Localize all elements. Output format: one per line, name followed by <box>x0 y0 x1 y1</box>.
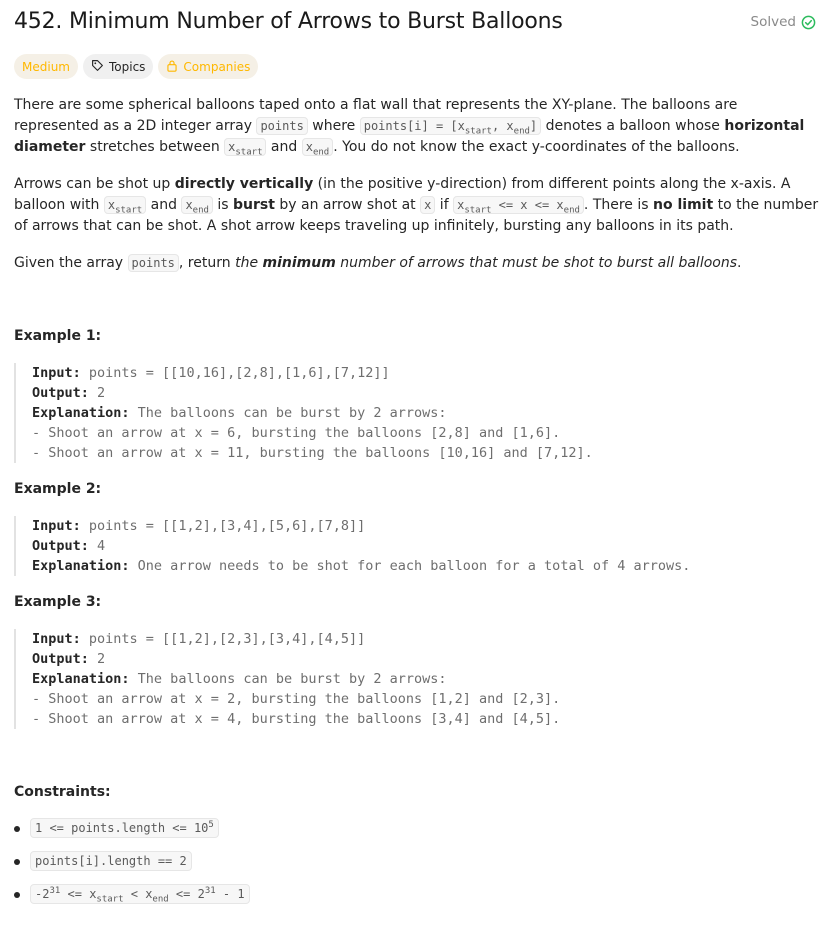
example-2-title: Example 2: <box>14 481 102 497</box>
description-paragraph-1: There are some spherical balloons taped onto a flat wall that represents the XY-plane. The balloons are represented as a 2D integer array points where points[i] = [$x_{start}$, $x_{end}$] denotes a balloon whose horizontal diameter stretches between $x_{start}$ and $x_{end}$ . You do not know the exact y-coordinates of the balloons. <box>14 97 805 158</box>
title-row <box>14 0 826 48</box>
inline-code: x <box>420 196 435 214</box>
problem-description <box>14 95 826 290</box>
check-circle-icon <box>801 15 816 30</box>
inline-code: points <box>256 117 307 135</box>
description-paragraph-2: Arrows can be shot up directly vertically (in the positive y-direction) from different points along the x-axis. A balloon with $x_{start}$ and $x_{end}$ is burst by an arrow shot at x if $x_{start} <= x <= x_{end}$ . There is no limit to the number of arrows that can be shot. A shot arrow keeps traveling up infinitely, bursting any balloons in its path. <box>14 176 819 234</box>
topics-button[interactable] <box>83 54 153 79</box>
topics-label: Topics <box>108 59 146 74</box>
constraint-code: points[i].length == 2 <box>30 851 192 871</box>
example-3-title: Example 3: <box>14 594 102 610</box>
example-2-block: Input: points = [[1,2],[3,4],[5,6],[7,8]] Output: 4 Explanation: One arrow needs to be shot for each balloon for a total of 4 arrows. <box>14 516 826 576</box>
lock-icon <box>166 59 178 75</box>
inline-code: points[i] = [$x_{start}$, $x_{end}$] <box>360 117 541 135</box>
inline-code: $x_{end}$ <box>302 138 334 156</box>
solved-status <box>751 14 816 30</box>
difficulty-badge[interactable]: Medium <box>14 54 78 79</box>
example-3-block: Input: points = [[1,2],[2,3],[3,4],[4,5]] Output: 2 Explanation: The balloons can be burst by 2 arrows: - Shoot an arrow at x = 2, bursting the balloons [1,2] and [2,3]. - Shoot an arrow at x = 4, bursting the balloons [3,4] and [4,5]. <box>14 629 826 729</box>
constraint-item <box>14 818 250 851</box>
inline-code: $x_{end}$ <box>181 196 213 214</box>
constraint-item <box>14 851 250 884</box>
constraint-code: $-2^{31} <= x_{start} < x_{end} <= 2^{31} - 1$ <box>30 884 250 904</box>
description-paragraph-3: Given the array points , return the minimum number of arrows that must be shot to burst all balloons. <box>14 255 742 271</box>
example-1-block: Input: points = [[10,16],[2,8],[1,6],[7,12]] Output: 2 Explanation: The balloons can be burst by 2 arrows: - Shoot an arrow at x = 6, bursting the balloons [2,8] and [1,6]. - Shoot an arrow at x = 11, bursting the balloons [10,16] and [7,12]. <box>14 363 826 463</box>
companies-button[interactable] <box>158 54 258 79</box>
inline-code: $x_{start} <= x <= x_{end}$ <box>453 196 584 214</box>
inline-code: $x_{start}$ <box>224 138 266 156</box>
problem-title: 452. Minimum Number of Arrows to Burst Balloons <box>14 9 563 34</box>
example-1-title: Example 1: <box>14 328 102 344</box>
companies-label: Companies <box>183 59 251 74</box>
tag-icon <box>91 59 104 75</box>
constraints-list <box>14 818 250 917</box>
solved-label: Solved <box>750 14 796 30</box>
constraint-item <box>14 884 250 917</box>
tag-row <box>14 54 258 79</box>
constraints-title: Constraints: <box>14 784 111 800</box>
inline-code: $x_{start}$ <box>104 196 146 214</box>
inline-code: points <box>128 254 179 272</box>
constraint-code: 1 <= points.length <= $10^5$ <box>30 818 219 838</box>
